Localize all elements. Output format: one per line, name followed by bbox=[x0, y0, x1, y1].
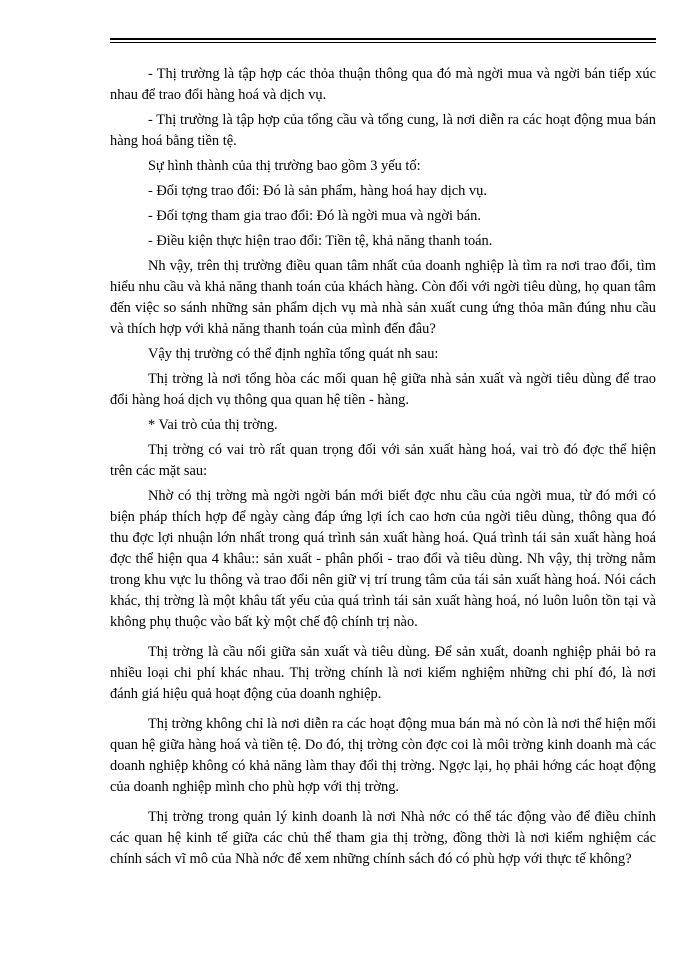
paragraph-formation: Sự hình thành của thị trường bao gồm 3 yếu tố: bbox=[148, 158, 421, 174]
paragraph-definition-2: - Thị trường là tập hợp của tổng cầu và tổng cung, là nơi diễn ra các hoạt động mua bán hàng hoá bằng tiền tệ. bbox=[110, 112, 656, 149]
document-body bbox=[110, 64, 656, 874]
paragraph-role-1: Nhờ có thị trờng mà ngời ngời bán mới biết đợc nhu cầu của ngời mua, từ đó mới có biện pháp thích hợp để ngày càng đáp ứng lợi ích cao hơn của ngời tiêu dùng, thông qua đó thu đợc lợi nhuận lớn nhất trong quá trình sản xuất hàng hoá. Quá trình tái sản xuất hàng hoá đợc thể hiện qua 4 khâu:: sản xuất - phân phối - trao đổi và tiêu dùng. Nh vậy, thị trờng nằm trong khu vực lu thông và trao đổi nên giữ vị trí trung tâm của tái sản xuất hàng hoá. Nói cách khác, thị trờng là một khâu tất yếu của quá trình tái sản xuất hàng hoá, nó luôn luôn tồn tại và không phụ thuộc vào bất kỳ một chế độ chính trị nào. bbox=[110, 488, 656, 630]
paragraph-element-1: - Đối tợng trao đổi: Đó là sản phẩm, hàng hoá hay dịch vụ. bbox=[148, 183, 487, 199]
header-rule-thin bbox=[110, 42, 656, 43]
paragraph-role-intro: Thị trờng có vai trò rất quan trọng đối với sản xuất hàng hoá, vai trò đó đợc thể hiện trên các mặt sau: bbox=[110, 442, 656, 479]
paragraph-element-2: - Đối tợng tham gia trao đổi: Đó là ngời mua và ngời bán. bbox=[148, 208, 481, 224]
paragraph-general-definition-intro: Vậy thị trường có thể định nghĩa tổng quát nh sau: bbox=[148, 346, 439, 362]
header-rule-thick bbox=[110, 38, 656, 40]
paragraph-general-definition: Thị trờng là nơi tổng hòa các mối quan hệ giữa nhà sản xuất và ngời tiêu dùng để trao đổi hàng hoá dịch vụ thông qua quan hệ tiền - hàng. bbox=[110, 371, 656, 408]
paragraph-role-3: Thị trờng không chỉ là nơi diễn ra các hoạt động mua bán mà nó còn là nơi thể hiện mối quan hệ giữa hàng hoá và tiền tệ. Do đó, thị trờng còn đợc coi là môi trờng kinh doanh mà các doanh nghiệp không có khả năng làm thay đổi thị trờng. Ngợc lại, họ phải hớng các hoạt động của doanh nghiệp mình cho phù hợp với thị trờng. bbox=[110, 716, 656, 795]
paragraph-role-heading: * Vai trò của thị trờng. bbox=[148, 417, 278, 433]
paragraph-role-2: Thị trờng là cầu nối giữa sản xuất và tiêu dùng. Để sản xuất, doanh nghiệp phải bỏ ra nhiều loại chi phí khác nhau. Thị trờng chính là nơi kiểm nghiệm những chi phí đó, là nơi đánh giá hiệu quả hoạt động của doanh nghiệp. bbox=[110, 644, 656, 702]
paragraph-business-concern: Nh vậy, trên thị trường điều quan tâm nhất của doanh nghiệp là tìm ra nơi trao đổi, tìm hiểu nhu cầu và khả năng thanh toán của khách hàng. Còn đối với ngời tiêu dùng, họ quan tâm đến việc so sánh những sản phẩm dịch vụ mà nhà sản xuất cung ứng thỏa mãn đúng nhu cầu và thích hợp với khả năng thanh toán của mình đến đâu? bbox=[110, 258, 656, 337]
paragraph-definition-1: - Thị trường là tập hợp các thỏa thuận thông qua đó mà ngời mua và ngời bán tiếp xúc nhau để trao đổi hàng hoá và dịch vụ. bbox=[110, 66, 656, 103]
paragraph-element-3: - Điều kiện thực hiện trao đổi: Tiền tệ, khả năng thanh toán. bbox=[148, 233, 493, 249]
paragraph-role-4: Thị trờng trong quản lý kinh doanh là nơi Nhà nớc có thể tác động vào để điều chỉnh các quan hệ kinh tế giữa các chủ thể tham gia thị trờng, đồng thời là nơi kiểm nghiệm các chính sách vĩ mô của Nhà nớc để xem những chính sách đó có phù hợp với thực tế không? bbox=[110, 809, 656, 867]
